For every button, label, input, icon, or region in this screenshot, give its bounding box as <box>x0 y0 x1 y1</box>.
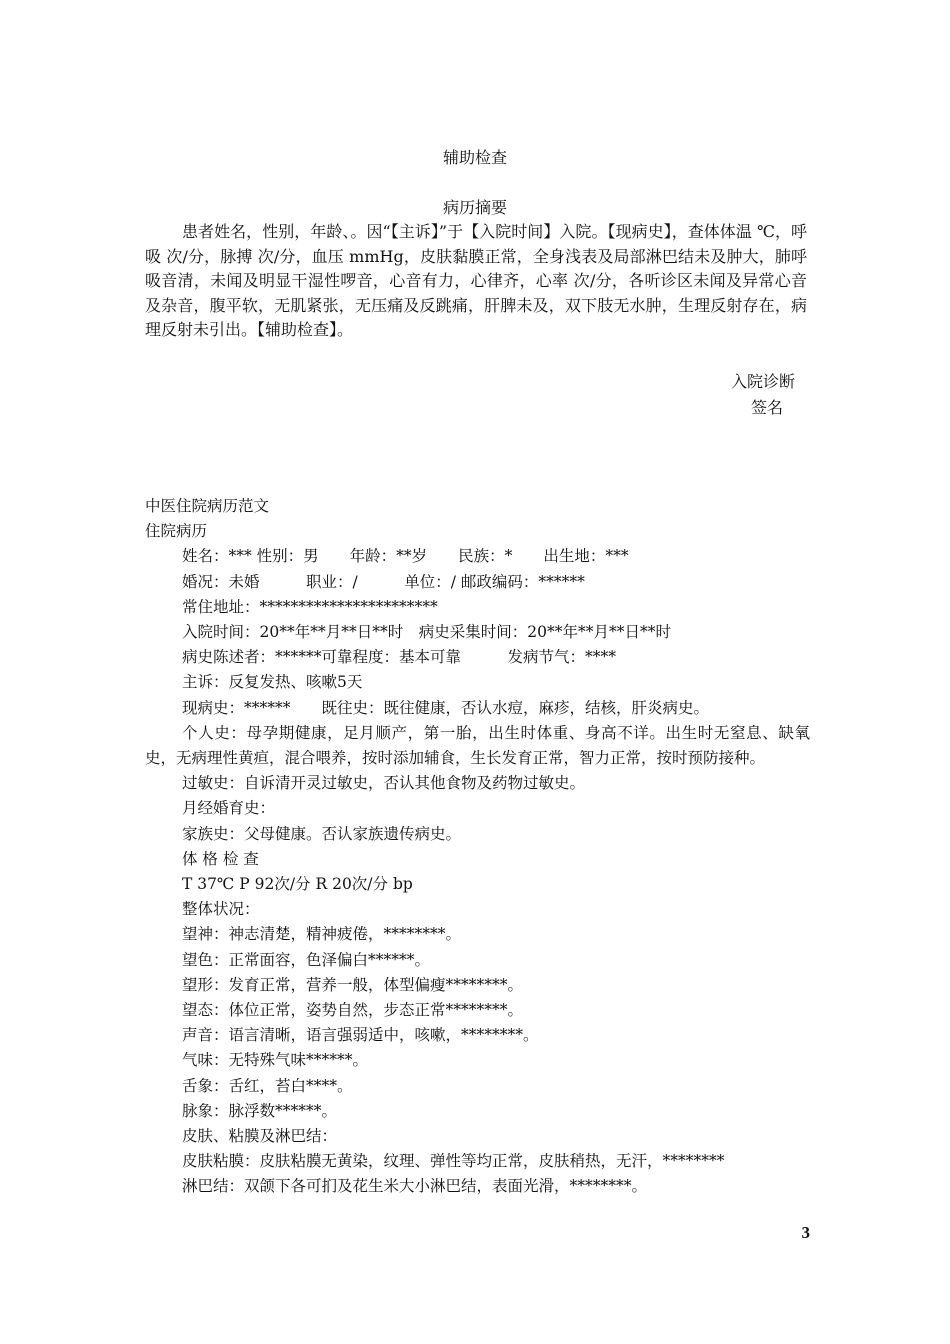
auxiliary-exam-title: 辅助检查 <box>442 148 507 167</box>
summary-heading: 病历摘要 <box>442 198 507 217</box>
record-line-complexion: 望色：正常面容，色泽偏白******。 <box>182 950 431 969</box>
record-line-chief-complaint: 主诉：反复发热、咳嗽5天 <box>182 673 363 692</box>
record-line-menstrual: 月经婚育史： <box>182 799 276 818</box>
record-line-allergy: 过敏史：自诉清开灵过敏史，否认其他食物及药物过敏史。 <box>182 774 586 793</box>
admission-diagnosis-label: 入院诊断 <box>731 372 796 391</box>
signature-label: 签名 <box>751 398 784 417</box>
record-line-skin-section: 皮肤、粘膜及淋巴结： <box>182 1127 338 1146</box>
record-line-personal-history: 个人史：母孕期健康，足月顺产，第一胎，出生时体重、身高不详。出生时无窒息、缺氧史，无病理性黄疸，混合喂养，按时添加辅食，生长发育正常，智力正常，按时预防接种。 <box>145 723 810 768</box>
record-line-family: 家族史：父母健康。否认家族遗传病史。 <box>182 824 462 843</box>
record-line-skin: 皮肤粘膜：皮肤粘膜无黄染，纹理、弹性等均正常，皮肤稍热，无汗，******** <box>182 1152 725 1171</box>
record-line-physical-exam: 体 格 检 查 <box>182 849 259 868</box>
record-line-admission-time: 入院时间：20**年**月**日**时 病史采集时间：20**年**月**日**时 <box>182 623 671 642</box>
record-subtitle: 住院病历 <box>145 522 208 541</box>
inpatient-record <box>145 494 810 1200</box>
record-line-basic-info: 姓名：*** 性别：男 年龄：**岁 民族：* 出生地：*** <box>182 547 629 566</box>
record-line-form: 望形：发育正常，营养一般，体型偏瘦********。 <box>182 975 524 994</box>
record-line-narrator: 病史陈述者：******可靠程度：基本可靠 发病节气：**** <box>182 648 617 667</box>
record-line-address: 常住地址：*********************** <box>182 597 438 616</box>
page-number: 3 <box>801 1223 810 1242</box>
record-line-present-history: 现病史：****** 既往史：既往健康，否认水痘，麻疹，结核，肝炎病史。 <box>182 698 710 717</box>
record-line-marital: 婚况：未婚 职业：/ 单位：/ 邮政编码：****** <box>182 572 585 591</box>
record-line-voice: 声音：语言清晰，语言强弱适中，咳嗽，********。 <box>182 1026 539 1045</box>
record-title: 中医住院病历范文 <box>145 497 270 515</box>
record-line-lymph: 淋巴结：双颌下各可扪及花生米大小淋巴结，表面光滑，********。 <box>182 1177 648 1196</box>
record-line-vitals: T 37℃ P 92次/分 R 20次/分 bp <box>182 875 413 894</box>
record-line-pulse: 脉象：脉浮数******。 <box>182 1101 338 1120</box>
summary-paragraph: 患者姓名，性别，年龄、。因“【主诉】”于【入院时间】入院。【现病史】，查体体温 ℃，呼吸 次/分，脉搏 次/分，血压 mmHg，皮肤黏膜正常，全身浅表及局部淋巴结未及肿大，肺呼吸音清，未闻及明显干湿性啰音，心音有力，心律齐，心率 次/分，各听诊区未闻及异常心音及杂音，腹平软，无肌紧张，无压痛及反跳痛，肝脾未及，双下肢无水肿，生理反射存在，病理反射未引出。【辅助检查】。 <box>145 222 807 340</box>
record-line-overall: 整体状况： <box>182 900 260 919</box>
record-line-spirit: 望神：神志清楚，精神疲倦，********。 <box>182 925 462 944</box>
record-line-odor: 气味：无特殊气味******。 <box>182 1051 369 1070</box>
record-line-posture: 望态：体位正常，姿势自然，步态正常********。 <box>182 1001 524 1020</box>
record-line-tongue: 舌象：舌红，苔白****。 <box>182 1076 353 1095</box>
